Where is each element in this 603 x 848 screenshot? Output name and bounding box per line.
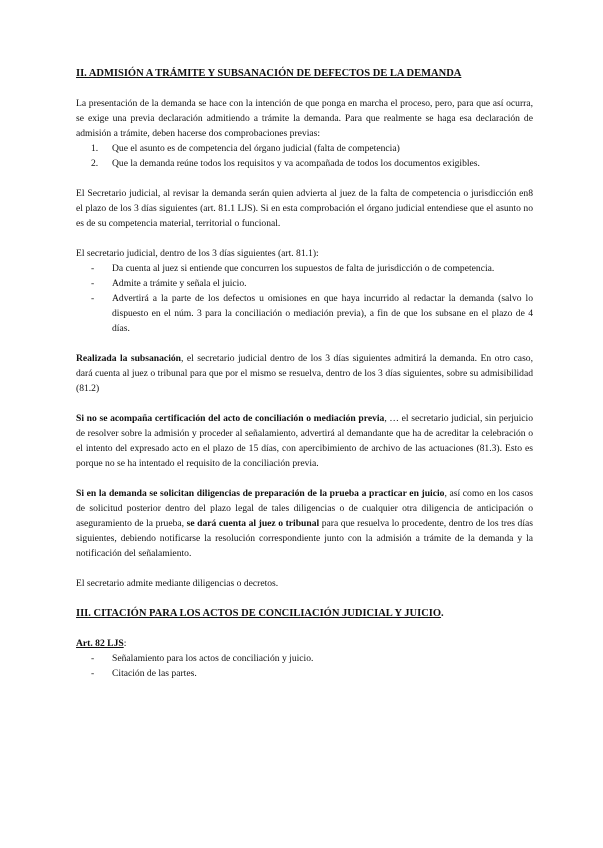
paragraph-decretos: El secretario admite mediante diligencias o decretos. [76,578,279,589]
secretario-actions-list [76,261,533,336]
document-body [76,60,533,681]
list-item: 1. Que el asunto es de competencia del órgano judicial (falta de competencia) [91,143,400,154]
section-ii-intro: La presentación de la demanda se hace con la intención de que ponga en marcha el proceso, pero, para que así ocurra, se exige una previa declaración admitiendo a trámite la demanda. Para que realmente se haga esa declaración de admisión a trámite, deben hacerse dos comprobaciones previas: [76,98,533,139]
paragraph-diligencias: Si en la demanda se solicitan diligencias de preparación de la prueba a practicar en juicio, así como en los casos de solicitud posterior dentro del plazo legal de tales diligencias o de cualquier otra diligencia de anticipación o aseguramiento de la prueba, se dará cuenta al juez o tribunal para que resuelva lo procedente, dentro de los tres días siguientes, debiendo notificarse la resolución correspondiente junto con la admisión a trámite de la demanda y la notificación del señalamiento. [76,488,533,559]
list-item: - Advertirá a la parte de los defectos u omisiones en que haya incurrido al redactar la demanda (salvo lo dispuesto en el núm. 3 para la conciliación o mediación previa), a fin de que los subsane en el plazo de 4 días. [91,293,533,334]
list-item: - Da cuenta al juez si entiende que concurren los supuestos de falta de jurisdicción o de competencia. [91,263,495,274]
section-iii-title: III. CITACIÓN PARA LOS ACTOS DE CONCILIACIÓN JUDICIAL Y JUICIO. [76,608,444,619]
list-item: - Señalamiento para los actos de conciliación y juicio. [91,653,314,664]
list-item: - Citación de las partes. [91,668,197,679]
section-ii-title: II. ADMISIÓN A TRÁMITE Y SUBSANACIÓN DE DEFECTOS DE LA DEMANDA [76,68,462,79]
paragraph-secretario: El Secretario judicial, al revisar la demanda serán quien advierta al juez de la falta de competencia o jurisdicción en8 el plazo de los 3 días siguientes (art. 81.1 LJS). Si en esta comprobación el órgano judicial entendiese que el asunto no es de su competencia material, territorial o funcional. [76,188,533,229]
list-item: 2. Que la demanda reúne todos los requisitos y va acompañada de todos los documentos exigibles. [91,158,480,169]
paragraph-tres-dias: El secretario judicial, dentro de los 3 días siguientes (art. 81.1): [76,248,319,259]
art-82-list [76,651,533,681]
checks-list [76,141,533,171]
paragraph-subsanacion: Realizada la subsanación, el secretario judicial dentro de los 3 días siguientes admitirá la demanda. En otro caso, dará cuenta al juez o tribunal para que por el mismo se resuelva, dentro de los 3 días siguientes, sobre su admisibilidad (81.2) [76,353,533,394]
art-82-label: Art. 82 LJS: [76,638,127,649]
paragraph-conciliacion: Si no se acompaña certificación del acto de conciliación o mediación previa, … el secretario judicial, sin perjuicio de resolver sobre la admisión y proceder al señalamiento, advertirá al demandante que ha de acreditar la celebración o el intento del expresado acto en el plazo de 15 días, con apercibimiento de archivo de las actuaciones (81.3). Esto es porque no se ha intentado el requisito de la conciliación previa. [76,413,533,469]
list-item: - Admite a trámite y señala el juicio. [91,278,247,289]
